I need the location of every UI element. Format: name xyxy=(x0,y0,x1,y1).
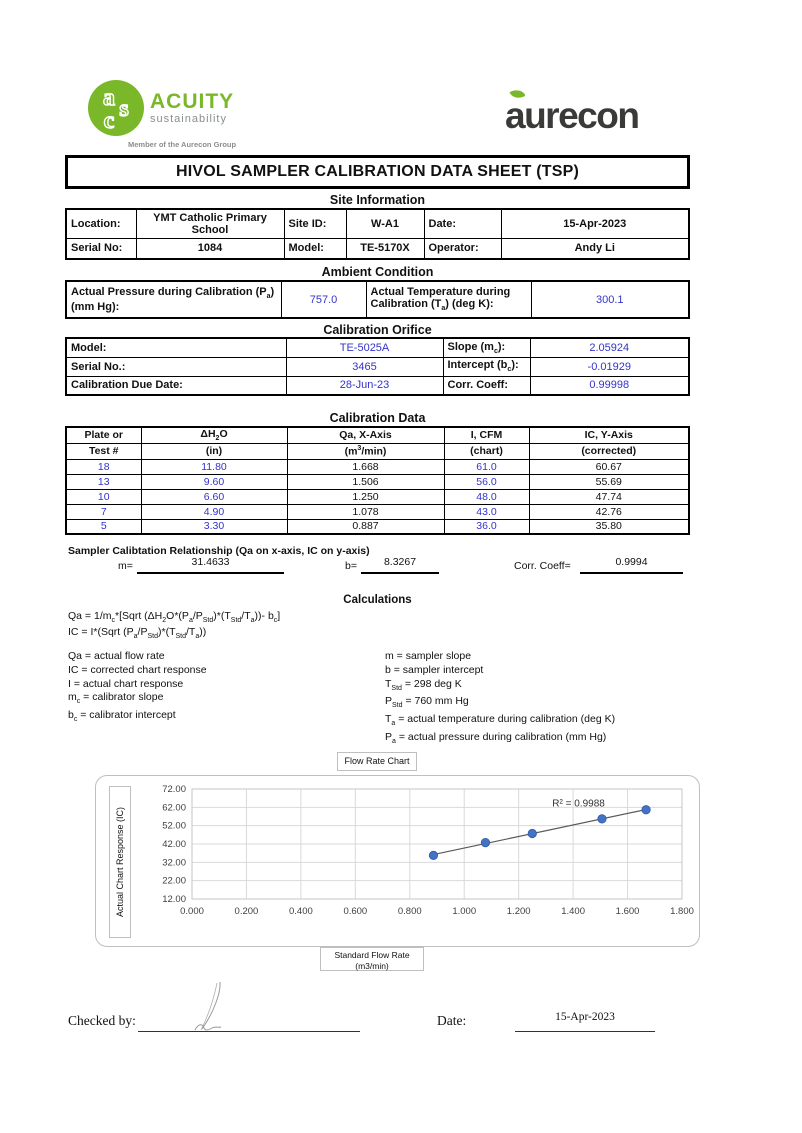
x-tick-label: 1.400 xyxy=(561,906,586,917)
corr-coeff-value: 0.9994 xyxy=(580,556,683,574)
x-tick-label: 0.800 xyxy=(397,906,422,917)
y-tick-label: 42.00 xyxy=(162,839,186,850)
operator-value: Andy Li xyxy=(501,238,689,259)
column-header: I, CFM xyxy=(444,427,529,443)
column-header: (chart) xyxy=(444,443,529,459)
footer-date-value: 15-Apr-2023 xyxy=(515,1011,655,1032)
model-label: Model: xyxy=(284,238,346,259)
table-cell: 7 xyxy=(66,504,141,519)
table-row xyxy=(66,504,689,519)
column-header: Qa, X-Axis xyxy=(287,427,444,443)
data-point xyxy=(429,851,437,859)
table-cell: 36.0 xyxy=(444,519,529,534)
intercept-label: Intercept $(b_c)$: xyxy=(443,357,530,376)
definition-line: b = sampler intercept xyxy=(385,663,484,676)
table-cell: 11.80 xyxy=(141,459,287,474)
slope-value: 2.05924 xyxy=(530,338,689,357)
svg-text:s: s xyxy=(119,96,129,122)
table-cell: 1.078 xyxy=(287,504,444,519)
operator-label: Operator: xyxy=(424,238,501,259)
table-row xyxy=(66,338,689,357)
table-cell: 10 xyxy=(66,489,141,504)
table-cell: 43.0 xyxy=(444,504,529,519)
orifice-serial-label: Serial No.: xyxy=(66,357,286,376)
definitions-left xyxy=(68,650,207,727)
chart-x-axis-label xyxy=(320,947,424,971)
m-value: 31.4633 xyxy=(137,556,284,574)
definition-line: m = sampler slope xyxy=(385,650,472,662)
sampler-relationship-heading: Sampler Calibtation Relationship (Qa on x-axis, IC on y-axis) xyxy=(68,545,370,557)
table-row xyxy=(66,238,689,259)
date-value: 15-Apr-2023 xyxy=(501,209,689,238)
table-cell: 18 xyxy=(66,459,141,474)
table-cell: 1.250 xyxy=(287,489,444,504)
qa-formula: $Qa = 1/m_c*[Sqrt$ $(\Delta H_2O*(P_a/P_{Std})*(T_{Std}/T_a))-$ $b_c$] xyxy=(68,610,281,625)
r-squared-annotation: R² = 0.9988 xyxy=(552,798,605,810)
column-header: IC, Y-Axis xyxy=(529,427,689,443)
date-label: Date: xyxy=(424,209,501,238)
checked-by-label: Checked by: xyxy=(68,1013,136,1028)
table-row xyxy=(66,281,689,318)
acuity-logo-tagline: Member of the Aurecon Group xyxy=(128,140,237,149)
acuity-logo xyxy=(88,80,278,149)
x-tick-label: 1.200 xyxy=(506,906,531,917)
table-cell: 0.887 xyxy=(287,519,444,534)
acuity-logo-name: ACUITY xyxy=(150,89,235,113)
table-cell: 48.0 xyxy=(444,489,529,504)
table-cell: 9.60 xyxy=(141,474,287,489)
table-cell: 47.74 xyxy=(529,489,689,504)
table-cell: 61.0 xyxy=(444,459,529,474)
orifice-serial-value: 3465 xyxy=(286,357,443,376)
location-label: Location: xyxy=(66,209,136,238)
pressure-label: Actual Pressure during Calibration $(P_a)$ (mm Hg): xyxy=(66,281,281,318)
acuity-monogram-icon xyxy=(88,80,144,136)
x-tick-label: 1.000 xyxy=(452,906,477,917)
acuity-logo-subname: sustainability xyxy=(150,112,227,125)
calibration-orifice-table xyxy=(65,337,690,396)
y-tick-label: 72.00 xyxy=(162,784,186,795)
svg-text:c: c xyxy=(103,108,115,134)
footer-date-label: Date: xyxy=(437,1013,467,1028)
y-tick-label: 52.00 xyxy=(162,820,186,832)
table-row xyxy=(66,474,689,489)
corr-coeff-value: 0.99998 xyxy=(530,376,689,395)
calibration-orifice-heading: Calibration Orifice xyxy=(323,323,432,337)
site-id-value: W-A1 xyxy=(346,209,424,238)
table-cell: 13 xyxy=(66,474,141,489)
data-point xyxy=(481,838,489,846)
column-header: $\Delta H_2O$ xyxy=(141,427,287,443)
column-header: (in) xyxy=(141,443,287,459)
table-cell: 1.668 xyxy=(287,459,444,474)
orifice-model-value: TE-5025A xyxy=(286,338,443,357)
table-row xyxy=(66,357,689,376)
chart-x-axis-label-unit: (m3/min) xyxy=(355,960,389,971)
table-cell: 55.69 xyxy=(529,474,689,489)
model-value: TE-5170X xyxy=(346,238,424,259)
x-tick-label: 0.200 xyxy=(234,906,259,917)
definition-line: Qa = actual flow rate xyxy=(68,650,165,662)
definition-line: $P_a$ = actual pressure during calibration (mm Hg) xyxy=(385,731,607,746)
page-title: HIVOL SAMPLER CALIBRATION DATA SHEET (TSP) xyxy=(65,155,690,189)
table-cell: 56.0 xyxy=(444,474,529,489)
definition-line: $T_a$ = actual temperature during calibration (deg K) xyxy=(385,713,616,728)
column-header: $(m^3/\min)$ xyxy=(287,443,444,459)
definition-line: $m_c$ = calibrator slope xyxy=(68,691,164,706)
chart-x-axis-label-text: Standard Flow Rate xyxy=(334,950,410,960)
x-tick-label: 0.400 xyxy=(288,906,313,917)
table-cell: 6.60 xyxy=(141,489,287,504)
definition-line: $b_c$ = calibrator intercept xyxy=(68,709,176,724)
table-row xyxy=(66,519,689,534)
ambient-condition-table xyxy=(65,280,690,319)
x-tick-label: 1.600 xyxy=(615,906,640,917)
site-id-label: Site ID: xyxy=(284,209,346,238)
temperature-label: Actual Temperature during Calibration $(T_a)$ (deg K): xyxy=(366,281,531,318)
flow-rate-chart xyxy=(95,775,700,947)
table-cell: 5 xyxy=(66,519,141,534)
x-tick-label: 0.000 xyxy=(180,906,204,917)
column-header: (corrected) xyxy=(529,443,689,459)
column-header: Test # xyxy=(66,443,141,459)
slope-label: Slope $(m_c)$: xyxy=(443,338,530,357)
y-tick-label: 12.00 xyxy=(162,894,186,905)
definition-line: IC = corrected chart response xyxy=(68,663,207,676)
b-value: 8.3267 xyxy=(361,556,439,574)
table-row xyxy=(66,489,689,504)
serial-no-value: 1084 xyxy=(136,238,284,259)
table-row xyxy=(66,459,689,474)
b-label: b= xyxy=(345,560,357,572)
table-cell: 42.76 xyxy=(529,504,689,519)
table-row xyxy=(66,376,689,395)
table-header-row xyxy=(66,427,689,443)
data-point xyxy=(528,829,536,837)
site-information-table xyxy=(65,208,690,260)
chart-y-axis-label: Actual Chart Response (IC) xyxy=(109,786,131,938)
table-cell: 35.80 xyxy=(529,519,689,534)
serial-no-label: Serial No: xyxy=(66,238,136,259)
site-information-heading: Site Information xyxy=(329,193,426,207)
definition-line: $P_{Std} = 760$ mm Hg xyxy=(385,695,469,710)
x-tick-label: 0.600 xyxy=(343,906,368,917)
corr-coeff-label: Corr. Coeff= xyxy=(514,560,571,572)
table-row xyxy=(66,209,689,238)
definition-line: I = actual chart response xyxy=(68,677,184,690)
m-label: m= xyxy=(118,560,133,572)
orifice-model-label: Model: xyxy=(66,338,286,357)
y-tick-label: 62.00 xyxy=(162,802,186,814)
aurecon-logo xyxy=(505,86,675,138)
aurecon-logo-name: aurecon xyxy=(505,95,639,136)
table-header-row xyxy=(66,443,689,459)
y-tick-label: 22.00 xyxy=(162,875,186,887)
table-cell: 1.506 xyxy=(287,474,444,489)
ic-formula: IC = I*(Sqrt $(P_a/P_{Std})*(T_{Std}/T_a)$) xyxy=(68,626,207,641)
trendline xyxy=(433,810,646,855)
table-cell: 4.90 xyxy=(141,504,287,519)
table-cell: 60.67 xyxy=(529,459,689,474)
chart-title: Flow Rate Chart xyxy=(337,752,417,771)
due-date-value: 28-Jun-23 xyxy=(286,376,443,395)
signature xyxy=(162,980,252,1032)
x-tick-label: 1.800 xyxy=(670,906,694,917)
svg-text:a: a xyxy=(103,85,115,111)
data-point xyxy=(598,815,606,823)
y-tick-label: 32.00 xyxy=(162,857,186,869)
data-point xyxy=(642,806,650,814)
ambient-condition-heading: Ambient Condition xyxy=(321,265,434,279)
location-value: YMT Catholic Primary School xyxy=(136,209,284,238)
intercept-value: -0.01929 xyxy=(530,357,689,376)
definition-line: $T_{Std} = 298$ deg K xyxy=(385,677,462,692)
corr-coeff-label: Corr. Coeff: xyxy=(443,376,530,395)
calibration-data-heading: Calibration Data xyxy=(329,411,426,425)
calibration-data-table xyxy=(65,426,690,535)
temperature-value: 300.1 xyxy=(531,281,689,318)
due-date-label: Calibration Due Date: xyxy=(66,376,286,395)
column-header: Plate or xyxy=(66,427,141,443)
table-cell: 3.30 xyxy=(141,519,287,534)
pressure-value: 757.0 xyxy=(281,281,366,318)
chart-plot-area xyxy=(142,779,694,942)
definitions-right xyxy=(385,650,615,749)
calculations-heading: Calculations xyxy=(343,594,412,606)
